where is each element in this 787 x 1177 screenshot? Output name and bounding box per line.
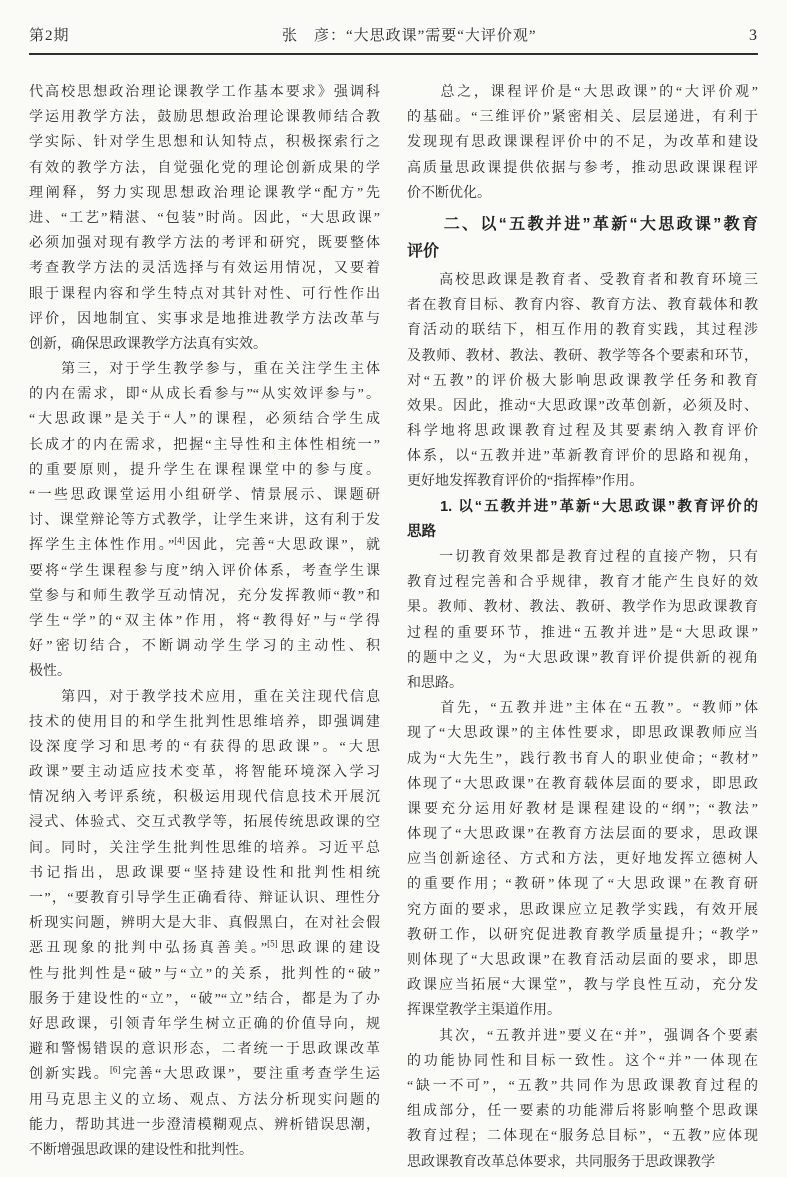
- paragraph: [29, 80, 380, 357]
- text-line: 体现了“大思政课”在教育载体层面的要求，即思政: [407, 776, 758, 792]
- text-line: 高质量思政课提供依据与参考，推动思政课课程评: [407, 160, 758, 176]
- section-heading: [407, 495, 758, 545]
- text-line: 性与批判性是“破”与“立”的关系，批判性的“破”: [29, 966, 380, 982]
- text-line: 书记指出，思政课要“坚持建设性和批判性相统: [29, 865, 380, 881]
- text-line: 的重要原则，提升学生在课程课堂中的参与度。: [29, 462, 380, 478]
- text-line: 首先，“五教并进”主体在“五教”。“教师”体: [407, 701, 758, 717]
- text-line: 考查教学方法的灵活选择与有效运用情况，又要着: [29, 261, 380, 277]
- citation-ref: [6]: [109, 1064, 121, 1075]
- text-line: 有效的教学方法，自觉强化党的理论创新成果的学: [29, 160, 380, 176]
- text-line: 第四，对于教学技术应用，重在关注现代信息: [29, 689, 380, 705]
- text-line: 析现实问题，辨明大是大非、真假黑白，在对社会假: [29, 916, 380, 932]
- paragraph: [407, 80, 758, 206]
- text-line: 恶丑现象的批判中弘扬真善美。”[5]思政课的建设: [29, 938, 380, 957]
- text-line: 眼于课程内容和学生特点对其针对性、可行性作出: [29, 286, 380, 302]
- text-line: 果。教师、教材、教法、教研、教学作为思政课教育: [407, 600, 758, 616]
- text-line: 的基础。“三维评价”紧密相关、层层递进，有利于: [407, 110, 758, 126]
- text-line: 的内在需求，即“从成长看参与”“从实效评参与”。: [29, 387, 380, 403]
- text-line: 一”，“要教育引导学生正确看待、辩证认识、理性分: [29, 891, 380, 906]
- citation-ref: [5]: [267, 938, 278, 949]
- text-line: 评价，因地制宜、实事求是地推进教学方法改革与: [29, 311, 380, 327]
- text-line: 服务于建设性的“立”，“破”“立”结合，都是为了办: [29, 991, 380, 1007]
- text-line: 学运用教学方法，鼓励思想政治理论课教师结合教: [29, 110, 380, 126]
- text-line: 者在教育目标、教育内容、教育方法、教育载体和教: [407, 298, 758, 314]
- text-line: 过程的重要环节，推进“五教并进”是“大思政课”: [407, 625, 758, 641]
- text-line: 则体现了“大思政课”在教育活动层面的要求，即思: [407, 953, 758, 968]
- text-line: 讨、课堂辩论等方式教学，让学生来讲，这有利于发: [29, 513, 380, 529]
- text-line: 教育过程；二体现在“服务总目标”，“五教”应体现: [407, 1129, 758, 1145]
- text-line: 不断增强思政课的建设性和批判性。: [29, 1142, 253, 1158]
- text-line: 教研工作，以研究促进教育教学质量提升；“教学”: [407, 927, 758, 943]
- text-line: 好思政课，引领青年学生树立正确的价值导向，规: [29, 1016, 380, 1032]
- left-column: [29, 80, 380, 1175]
- text-line: 对“五教”的评价极大影响思政课教学任务和教育: [407, 373, 758, 389]
- text-line: 更好地发挥教育评价的“指挥棒”作用。: [407, 474, 644, 490]
- text-line: 现了“大思政课”的主体性要求，即思政课教师应当: [407, 726, 758, 742]
- text-line: 总之，课程评价是“大思政课”的“大评价观”: [407, 85, 758, 100]
- text-line: 究方面的要求，思政课应立足教学实践，有效开展: [407, 902, 758, 918]
- paragraph: [407, 545, 758, 696]
- page-header: [29, 24, 758, 45]
- issue-label: 第2期: [29, 28, 70, 44]
- page-number: 3: [749, 27, 758, 44]
- text-line: 避和警惕错误的意识形态，二者统一于思政课改革: [29, 1042, 380, 1058]
- text-line: 的重要作用；“教研”体现了“大思政课”在教育研: [407, 877, 758, 893]
- text-line: 用马克思主义的立场、观点、方法分析现实问题的: [29, 1092, 380, 1108]
- text-line: 学生“学”的“双主体”作用，将“教得好”与“学得: [29, 613, 380, 629]
- text-line: 堂参与和师生教学互动情况，充分发挥教师“教”和: [29, 588, 380, 604]
- text-line: 发现现有思政课课程评价中的不足，为改革和建设: [407, 135, 758, 151]
- text-line: 一切教育效果都是教育过程的直接产物，只有: [407, 550, 758, 565]
- running-title: 张 彦：“大思政课”需要“大评价观”: [281, 28, 537, 44]
- text-line: 极性。: [29, 664, 71, 680]
- text-line: 二、以“五教并进”革新“大思政课”教育: [407, 215, 758, 233]
- paragraph: [407, 696, 758, 1023]
- text-line: 第三，对于学生教学参与，重在关注学生主体: [29, 362, 380, 378]
- text-line: 和思路。: [407, 675, 463, 691]
- text-line: 理阐释，努力实现思想政治理论课教学“配方”先: [29, 185, 380, 201]
- paragraph: [29, 685, 380, 1164]
- text-line: 思路: [407, 523, 436, 540]
- text-line: 学实际、针对学生思想和认知特点，积极探索行之: [29, 135, 380, 151]
- text-line: 高校思政课是教育者、受教育者和教育环境三: [407, 272, 758, 288]
- text-line: 间。同时，关注学生批判性思维的培养。习近平总: [29, 840, 380, 856]
- text-line: 思政课教育改革总体要求，共同服务于思政课教学: [407, 1154, 715, 1170]
- text-line: 科学地将思政课教育过程及其要素纳入教育评价: [407, 424, 758, 440]
- text-line: 代高校思想政治理论课教学工作基本要求》强调科: [29, 85, 380, 100]
- text-line: “一些思政课堂运用小组研学、情景展示、课题研: [29, 488, 380, 503]
- text-line: 育活动的联结下，相互作用的教育实践，其过程涉: [407, 323, 758, 339]
- paragraph: [407, 268, 758, 495]
- text-line: 技术的使用目的和学生批判性思维培养，即强调建: [29, 714, 380, 730]
- text-line: 创新，确保思政课教学方法真有实效。: [29, 336, 267, 352]
- paragraph: [407, 1024, 758, 1175]
- text-line: 体现了“大思政课”在教育方法层面的要求，思政课: [407, 827, 758, 843]
- text-line: 能力，帮助其进一步澄清模糊观点、辨析错误思潮，: [29, 1117, 380, 1133]
- text-line: 体系，以“五教并进”革新教育评价的思路和视角，: [407, 449, 758, 465]
- text-line: 浸式、体验式、交互式教学等，拓展传统思政课的空: [29, 815, 380, 831]
- text-line: 创新实践。[6]完善“大思政课”，要注重考查学生运: [29, 1064, 380, 1083]
- text-line: 挥课堂教学主渠道作用。: [407, 1003, 561, 1019]
- text-line: “缺一不可”，“五教”共同作为思政课教育过程的: [407, 1078, 758, 1094]
- text-line: 1. 以“五教并进”革新“大思政课”教育评价的: [407, 498, 758, 515]
- text-line: 效果。因此，推动“大思政课”改革创新，必须及时、: [407, 398, 758, 414]
- text-line: 要将“学生课程参与度”纳入评价体系，考查学生课: [29, 563, 380, 579]
- text-line: 必须加强对现有教学方法的考评和研究，既要整体: [29, 236, 380, 252]
- paragraph: [29, 357, 380, 684]
- text-line: 价不断优化。: [407, 185, 491, 201]
- text-line: 进、“工艺”精湛、“包装”时尚。因此，“大思政课”: [29, 210, 380, 226]
- text-line: 政课应当拓展“大课堂”，教与学良性互动，充分发: [407, 978, 758, 994]
- text-line: 政课”要主动适应技术变革，将智能环境深入学习: [29, 765, 380, 781]
- text-line: 课要充分运用好教材是课程建设的“纲”；“教法”: [407, 801, 758, 817]
- text-line: 其次，“五教并进”要义在“并”，强调各个要素: [407, 1028, 758, 1044]
- text-line: 长成才的内在需求，把握“主导性和主体性相统一”: [29, 437, 380, 453]
- text-line: 情况纳入考评系统，积极运用现代信息技术开展沉: [29, 790, 380, 806]
- text-line: 的题中之义，为“大思政课”教育评价提供新的视角: [407, 650, 758, 666]
- text-line: 的功能协同性和目标一致性。这个“并”一体现在: [407, 1053, 758, 1069]
- header-divider: [29, 53, 758, 55]
- text-line: 评价: [407, 242, 440, 260]
- right-column: [407, 80, 758, 1175]
- text-line: 组成部分，任一要素的功能滞后将影响整个思政课: [407, 1104, 758, 1120]
- section-heading: [407, 211, 758, 265]
- text-line: 及教师、教材、教法、教研、教学等各个要素和环节，: [407, 348, 758, 364]
- text-line: 设深度学习和思考的“有获得的思政课”。“大思: [29, 739, 380, 755]
- text-line: 应当创新途径、方式和方法，更好地发挥立德树人: [407, 852, 758, 868]
- text-line: 挥学生主体性作用。”[4]因此，完善“大思政课”，就: [29, 535, 380, 554]
- citation-ref: [4]: [174, 535, 185, 546]
- text-line: 教育过程完善和合乎规律，教育才能产生良好的效: [407, 575, 758, 591]
- text-line: “大思政课”是关于“人”的课程，必须结合学生成: [29, 412, 380, 428]
- content-columns: [29, 80, 758, 1175]
- text-line: 成为“大先生”，践行教书育人的职业使命；“教材”: [407, 751, 758, 767]
- text-line: 好”密切结合，不断调动学生学习的主动性、积: [29, 639, 380, 655]
